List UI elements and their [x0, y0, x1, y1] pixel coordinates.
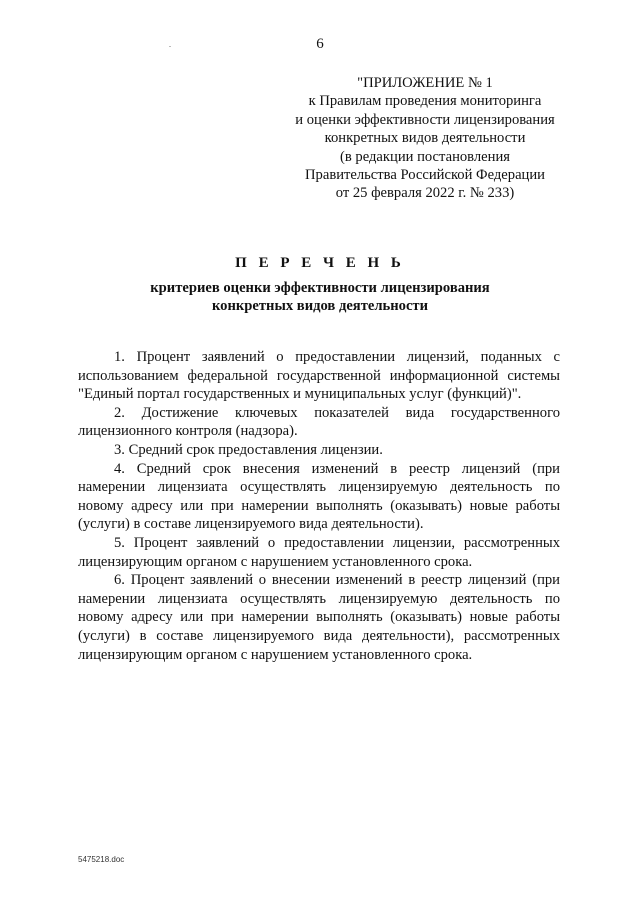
appendix-line: "ПРИЛОЖЕНИЕ № 1	[357, 75, 493, 91]
criterion-item: 6. Процент заявлений о внесении изменений в реестр лицензий (при намерении лицензиата осуществлять лицензируемую деятельность по новому адресу или при намерении выполнять (оказывать) новые работы (услуги) в составе лицензируемого вида деятельности), рассмотренных лицензирующим органом с нарушением установленного срока.	[78, 572, 560, 663]
criterion-item: 3. Средний срок предоставления лицензии.	[114, 441, 383, 458]
appendix-header	[290, 74, 560, 203]
appendix-line: конкретных видов деятельности	[324, 130, 526, 147]
list-subtitle-line: конкретных видов деятельности	[211, 298, 429, 315]
list-title: П Е Р Е Ч Е Н Ь	[235, 255, 405, 271]
criteria-list	[78, 348, 560, 664]
page-number: 6	[316, 36, 324, 52]
appendix-line: Правительства Российской Федерации	[305, 167, 545, 184]
list-subtitle	[0, 279, 640, 316]
criterion-item: 2. Достижение ключевых показателей вида государственного лицензионного контроля (надзора).	[78, 404, 560, 440]
appendix-line: к Правилам проведения мониторинга	[308, 93, 542, 110]
criterion-item: 5. Процент заявлений о предоставлении лицензии, рассмотренных лицензирующим органом с нарушением установленного срока.	[78, 534, 560, 570]
criterion-item: 4. Средний срок внесения изменений в реестр лицензий (при намерении лицензиата осуществлять лицензируемую деятельность по новому адресу или при намерении выполнять (оказывать) новые работы (услуги) в составе лицензируемого вида деятельности).	[78, 460, 560, 533]
appendix-line: (в редакции постановления	[340, 148, 510, 165]
criterion-item: 1. Процент заявлений о предоставлении лицензий, поданных с использованием федеральной государственной информационной системы "Единый портал государственных и муниципальных услуг (функций)".	[78, 349, 560, 403]
appendix-line: от 25 февраля 2022 г. № 233)	[335, 185, 515, 202]
document-code: 5475218.doc	[78, 855, 125, 864]
list-subtitle-line: критериев оценки эффективности лицензирования	[150, 280, 490, 296]
appendix-line: и оценки эффективности лицензирования	[295, 111, 555, 128]
